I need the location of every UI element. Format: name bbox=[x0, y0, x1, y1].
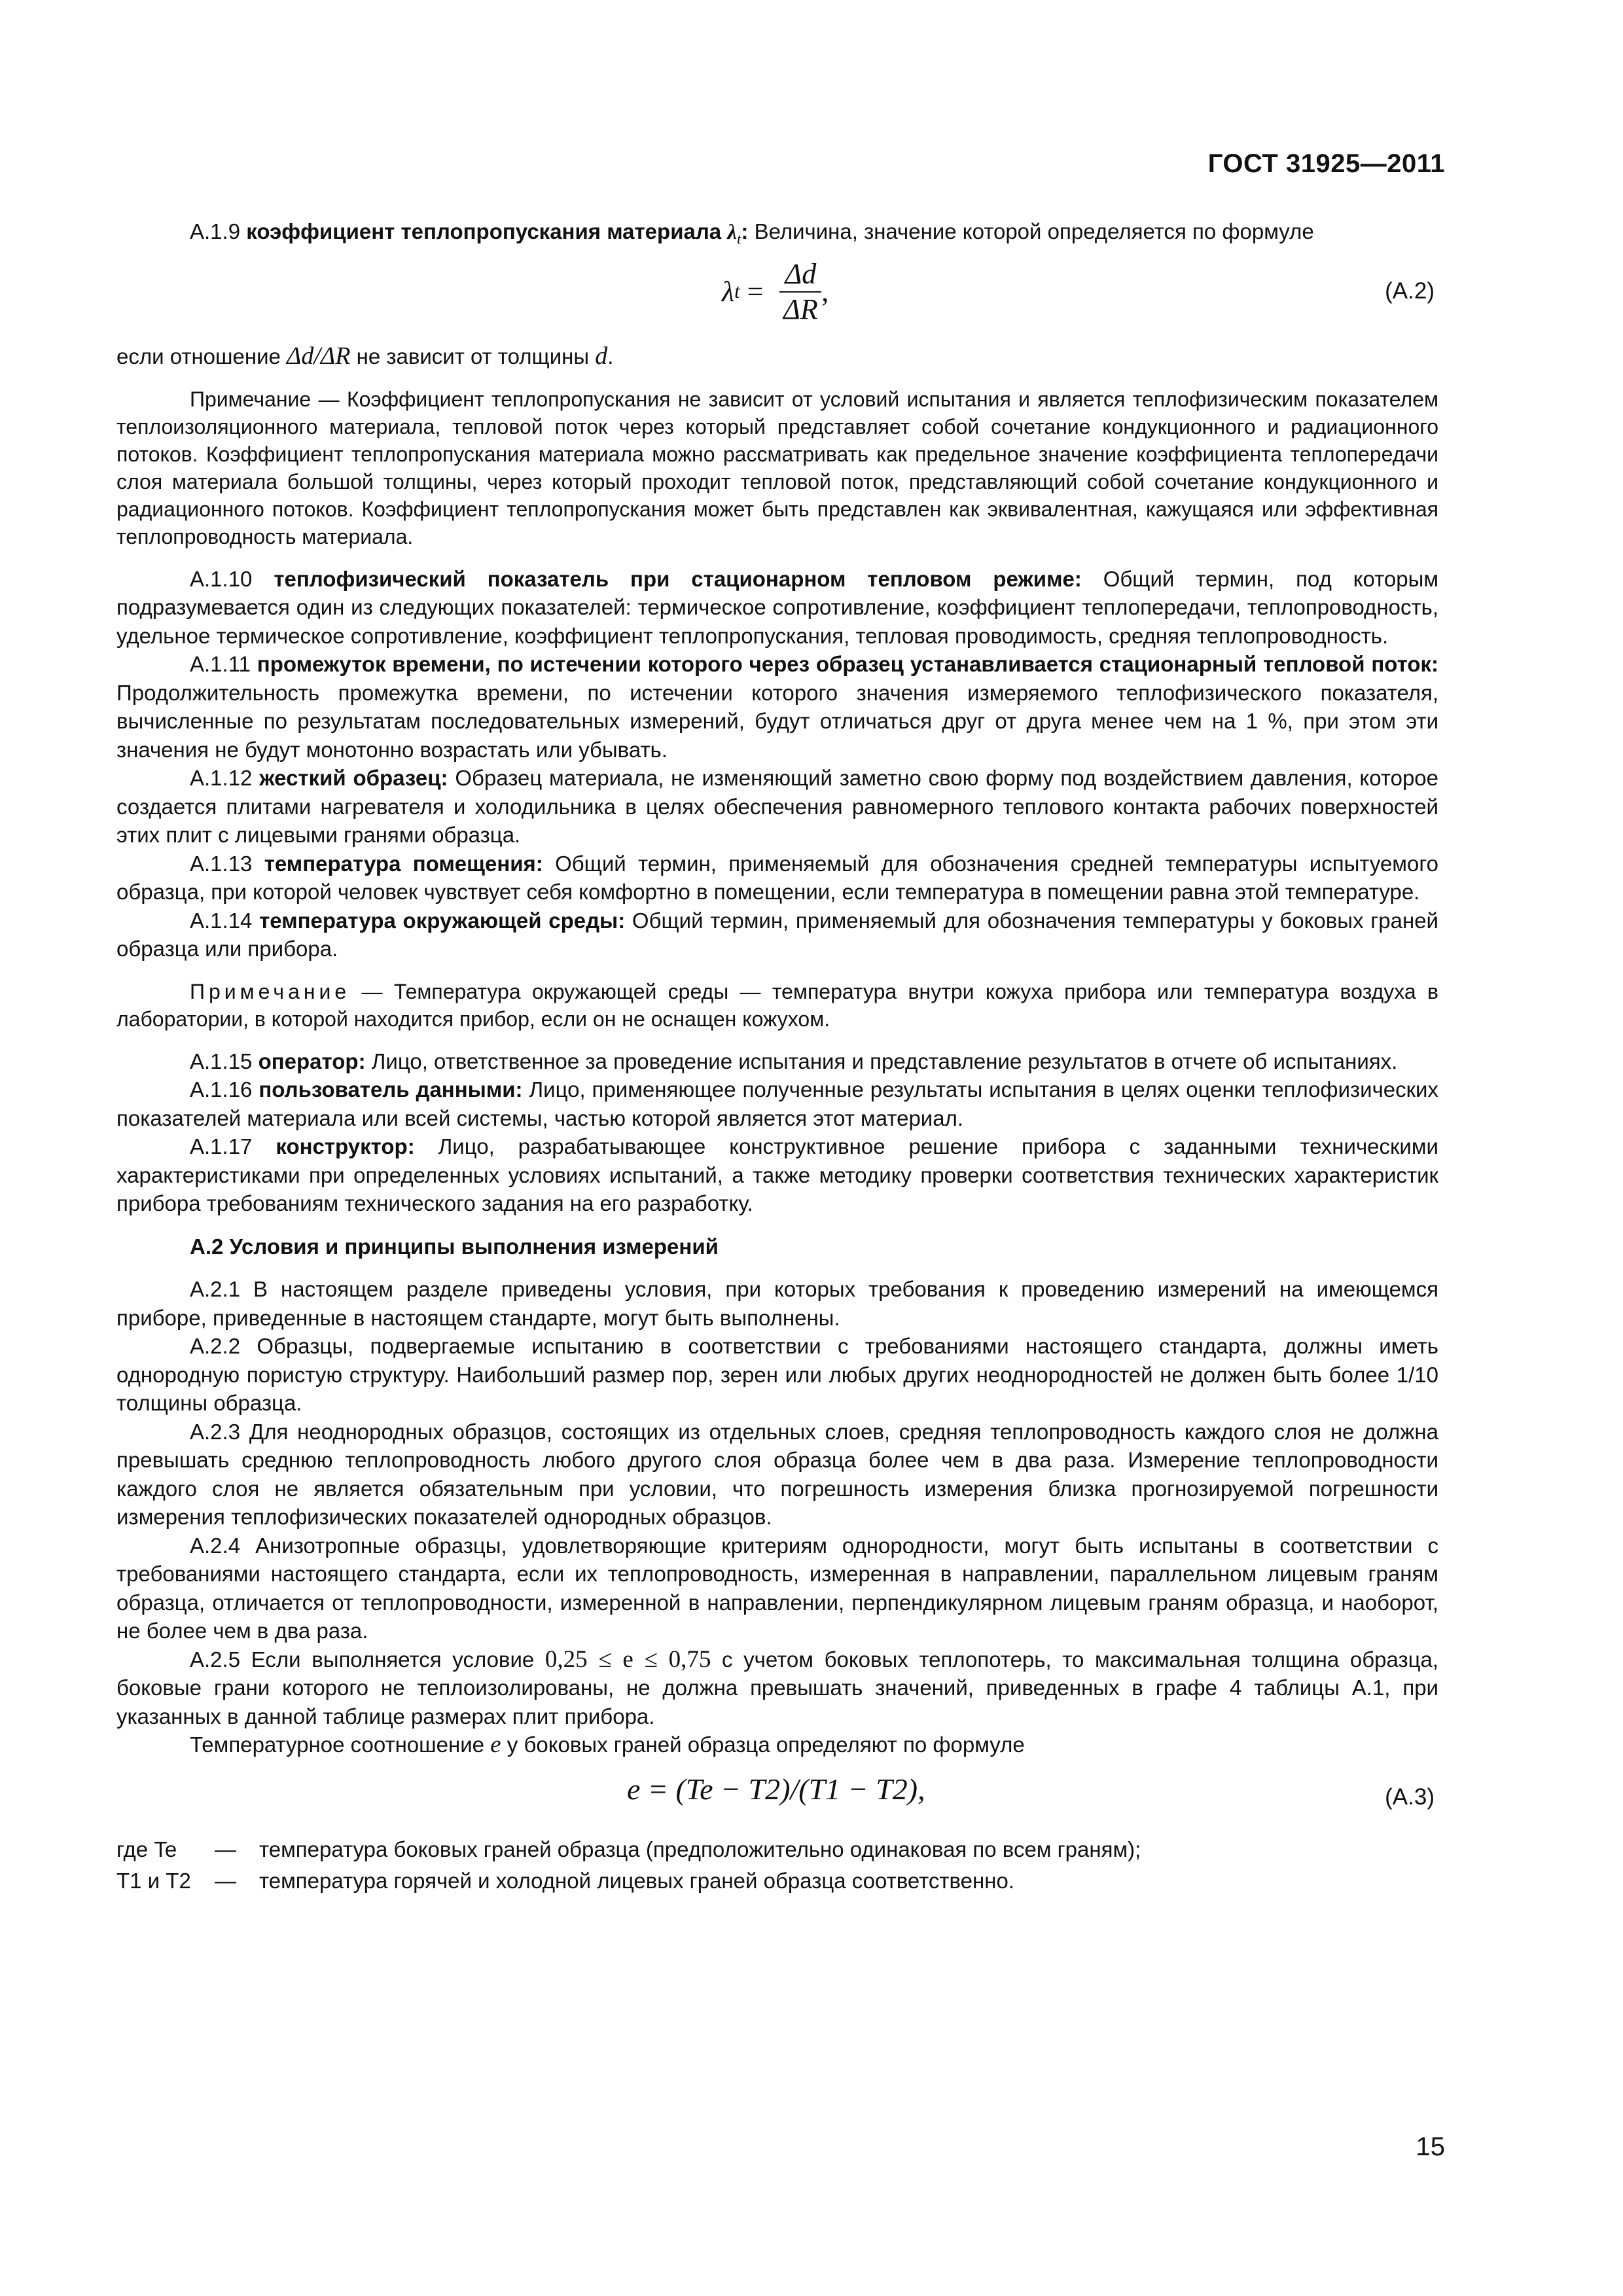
temperature-ratio-intro bbox=[116, 1731, 1438, 1759]
clause-a2-4: А.2.4 Анизотропные образцы, удовлетворяющие критериям однородности, могут быть испытаны в соответствии с требованиями настоящего стандарта, если их теплопроводность, измеренная в направлении, параллельном лицевым граням образца, отличается от теплопроводности, измеренной в направлении, перпендикулярном лицевым граням образца, и наоборот, не более чем в два раза. bbox=[116, 1533, 1438, 1643]
clause-a1-15 bbox=[116, 1047, 1438, 1076]
clause-a2-5 bbox=[116, 1645, 1438, 1731]
formula-a2-fraction bbox=[779, 257, 821, 327]
page-number: 15 bbox=[1416, 2132, 1445, 2161]
formula-a2-lhs-sub: t bbox=[734, 280, 740, 303]
clause-a1-13 bbox=[116, 850, 1438, 906]
clause-a1-11 bbox=[116, 650, 1438, 764]
formula-a2-expression bbox=[722, 257, 829, 327]
clause-a1-16 bbox=[116, 1075, 1438, 1132]
clause-text-2: с учетом боковых теплопотерь, то максимальная толщина образца, боковые грани которого не теплоизолированы, не должна превышать значений, приведенных в графе 4 таблицы А.1, при указанных в данной таблице размерах плит прибора. bbox=[116, 1647, 1438, 1729]
page-content bbox=[116, 217, 1438, 1898]
clause-text: Лицо, применяющее полученные результаты испытания в целях оценки теплофизических показателей материала или всей системы, частью которой является этот материал. bbox=[116, 1077, 1438, 1130]
clause-text: Общий термин, применяемый для обозначения температуры у боковых граней образца или прибора. bbox=[116, 908, 1438, 961]
symbol: где Te bbox=[116, 1837, 177, 1861]
formula-a2-denominator: ΔR bbox=[783, 293, 818, 326]
clause-text: А.2.5 Если выполняется условие bbox=[190, 1647, 545, 1672]
clause-term: жесткий образец: bbox=[259, 766, 448, 791]
clause-number: А.1.9 bbox=[190, 219, 247, 243]
clause-a2-2: А.2.2 Образцы, подвергаемые испытанию в соответствии с требованиями настоящего стандарта, должны иметь однородную пористую структуру. Наибольший размер пор, зерен или любых других неоднородностей не должен быть более 1/10 толщины образца. bbox=[116, 1334, 1438, 1416]
clause-colon: : bbox=[741, 219, 749, 243]
symbol-definition-row bbox=[116, 1835, 1438, 1867]
clause-text: Общий термин, применяемый для обозначения средней температуры испытуемого образца, при которой человек чувствует себя комфортно в помещении, если температура в помещении равна этой температуре. bbox=[116, 851, 1439, 905]
clause-a1-12 bbox=[116, 764, 1438, 850]
clause-term: промежуток времени, по истечении которого через образец устанавливается стационарный тепловой поток: bbox=[257, 652, 1438, 677]
note-2 bbox=[116, 978, 1438, 1033]
clause-term: температура окружающей среды: bbox=[259, 908, 626, 933]
formula-a2-comma: , bbox=[821, 276, 829, 308]
symbol-definitions bbox=[116, 1835, 1438, 1898]
clause-a2-3: А.2.3 Для неоднородных образцов, состоящих из отдельных слоев, средняя теплопроводность каждого слоя не должна превышать среднюю теплопроводность любого другого слоя образца более чем в два раза. Измерение теплопроводности каждого слоя не является обязательным при условии, что погрешность измерения близка прогнозируемой погрешности измерения теплофизических показателей однородных образцов. bbox=[116, 1419, 1438, 1530]
condition-expression: 0,25 ≤ e ≤ 0,75 bbox=[544, 1645, 711, 1673]
formula-a2 bbox=[116, 257, 1438, 336]
formula-a2-equals: = bbox=[740, 276, 771, 308]
clause-term: конструктор: bbox=[276, 1134, 415, 1159]
symbol-dash: — bbox=[215, 1868, 236, 1893]
condition-text: если отношение bbox=[116, 344, 287, 369]
clause-number: А.1.12 bbox=[190, 766, 260, 791]
thickness-var: d bbox=[595, 342, 608, 370]
formula-a2-label: (А.2) bbox=[1385, 278, 1435, 304]
clause-number: А.1.14 bbox=[190, 908, 260, 933]
clause-text: Лицо, разрабатывающее конструктивное решение прибора с заданными техническими характеристиками при определенных условиях испытаний, а также методику проверки соответствия технических характеристик прибора требованиям технического задания на его разработку. bbox=[116, 1134, 1438, 1216]
clause-text: Общий термин, под которым подразумевается один из следующих показателей: термическое сопротивление, коэффициент теплопередачи, теплопроводность, удельное термическое сопротивление, коэффициент теплопропускания, тепловая проводимость, средняя теплопроводность. bbox=[116, 566, 1439, 648]
clause-term: коэффициент теплопропускания материала bbox=[246, 219, 728, 243]
intro-text: Температурное соотношение bbox=[190, 1732, 491, 1757]
clause-number: А.1.11 bbox=[190, 652, 257, 677]
ratio-expression: Δd/ΔR bbox=[287, 342, 351, 370]
clause-text: Продолжительность промежутка времени, по истечении которого значения измеряемого теплофизического показателя, вычисленные по результатам последовательных измерений, будут отличаться друг от друга менее чем на 1 %, при этом эти значения не будут монотонно возрастать или убывать. bbox=[116, 680, 1438, 762]
formula-a3-label: (А.3) bbox=[1385, 1784, 1435, 1810]
clause-number: А.1.17 bbox=[190, 1134, 276, 1159]
definitions-block-2 bbox=[116, 1047, 1438, 1218]
clause-term: теплофизический показатель при стационарном тепловом режиме: bbox=[274, 566, 1082, 591]
clause-term: оператор: bbox=[258, 1049, 366, 1073]
clause-number: А.1.13 bbox=[190, 851, 264, 876]
lambda-symbol: λ bbox=[727, 221, 737, 244]
note-text: — Температура окружающей среды — температура внутри кожуха прибора или температура воздуха в лаборатории, в которой находится прибор, если он не оснащен кожухом. bbox=[116, 979, 1438, 1031]
symbol-description: температура горячей и холодной лицевых граней образца соответственно. bbox=[259, 1868, 1014, 1893]
clause-a1-9 bbox=[116, 217, 1438, 253]
clause-term: пользователь данными: bbox=[259, 1077, 523, 1102]
symbol-description: температура боковых граней образца (предположительно одинаковая по всем граням); bbox=[259, 1837, 1141, 1861]
formula-a3-expression: e = (Te − T2)/(T1 − T2), bbox=[627, 1772, 925, 1806]
clause-a1-17 bbox=[116, 1132, 1438, 1218]
clause-text: Образец материала, не изменяющий заметно свою форму под воздействием давления, которое создается плитами нагревателя и холодильника в целях обеспечения равномерного теплового контакта рабочих поверхностей этих плит с лицевыми гранями образца. bbox=[116, 766, 1438, 848]
note-label: Примечание bbox=[190, 979, 351, 1003]
clause-number: А.1.16 bbox=[190, 1077, 259, 1102]
formula-a2-condition bbox=[116, 342, 1438, 371]
formula-a2-lhs: λ bbox=[722, 276, 735, 308]
clause-text: Величина, значение которой определяется по формуле bbox=[748, 219, 1314, 243]
clause-a1-14 bbox=[116, 906, 1438, 963]
condition-text-2: не зависит от толщины bbox=[350, 344, 596, 369]
intro-text-2: у боковых граней образца определяют по формуле bbox=[501, 1732, 1025, 1757]
symbol-definition-row bbox=[116, 1867, 1438, 1898]
condition-dot: . bbox=[607, 344, 614, 369]
ratio-variable: e bbox=[490, 1731, 501, 1759]
definitions-block-1 bbox=[116, 565, 1438, 963]
clause-term: температура помещения: bbox=[264, 851, 543, 876]
formula-a3 bbox=[116, 1768, 1438, 1829]
standard-code-header: ГОСТ 31925—2011 bbox=[1207, 149, 1445, 178]
section-a2-body bbox=[116, 1275, 1438, 1759]
clause-a2-1: А.2.1 В настоящем разделе приведены условия, при которых требования к проведению измерений на имеющемся приборе, приведенные в настоящем стандарте, могут быть выполнены. bbox=[116, 1277, 1438, 1330]
symbol: T1 и T2 bbox=[116, 1868, 191, 1893]
symbol-dash: — bbox=[215, 1837, 236, 1861]
clause-number: А.1.15 bbox=[190, 1049, 259, 1073]
clause-a1-10 bbox=[116, 565, 1438, 651]
clause-text: Лицо, ответственное за проведение испытания и представление результатов в отчете об испытаниях. bbox=[365, 1049, 1398, 1073]
section-a2-title: А.2 Условия и принципы выполнения измерений bbox=[190, 1234, 719, 1259]
lambda-subscript: t bbox=[736, 230, 741, 247]
clause-number: А.1.10 bbox=[190, 566, 274, 591]
formula-a2-numerator: Δd bbox=[779, 257, 821, 293]
note-1: Примечание — Коэффициент теплопропускания не зависит от условий испытания и является теплофизическим показателем теплоизоляционного материала, тепловой поток через который представляет собой сочетание кондукционного и радиационного потоков. Коэффициент теплопропускания материала можно рассматривать как предельное значение коэффициента теплопередачи слоя материала большой толщины, через который проходит тепловой поток, представляющий собой сочетание кондукционного и радиационного потоков. Коэффициент теплопропускания может быть представлен как эквивалентная, кажущаяся или эффективная теплопроводность материала. bbox=[116, 387, 1438, 548]
